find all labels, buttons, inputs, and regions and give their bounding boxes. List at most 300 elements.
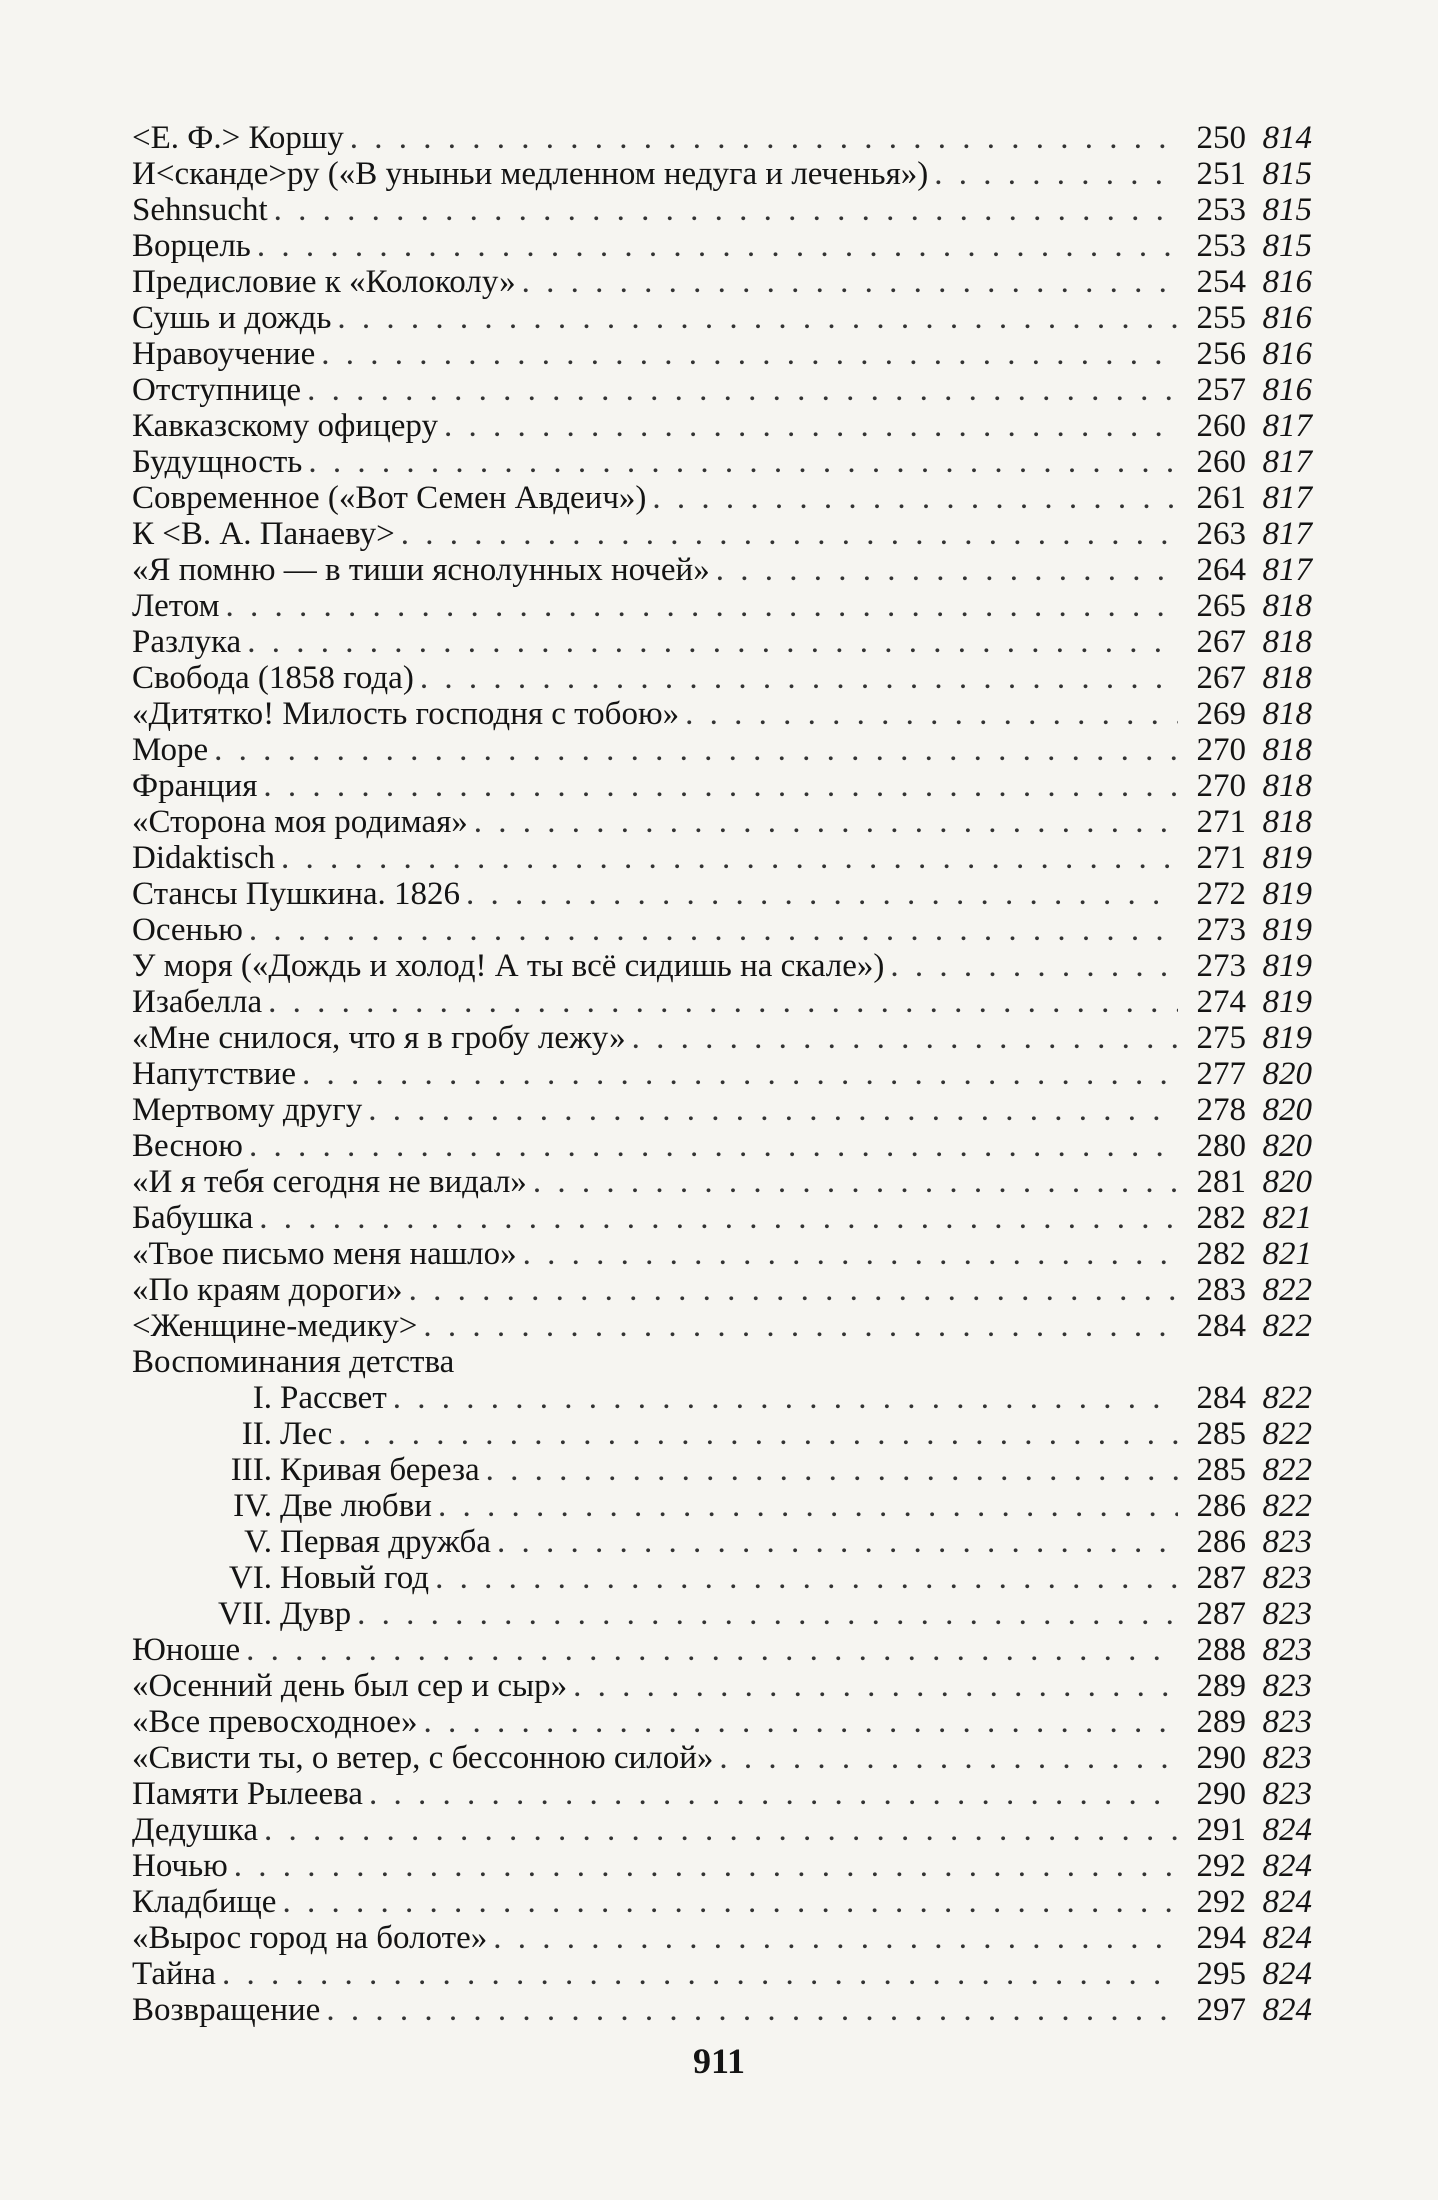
toc-entry: [132, 372, 1312, 408]
entry-title: [132, 588, 220, 624]
entry-note-page: 821: [1262, 1236, 1312, 1272]
entry-title-text: Юноше: [132, 1632, 241, 1668]
entry-note-page: 823: [1262, 1596, 1312, 1632]
toc-entry: [132, 804, 1312, 840]
dot-leader: [247, 624, 1178, 660]
dot-leader: [350, 120, 1178, 156]
dot-leader: [338, 1416, 1178, 1452]
dot-leader: [268, 984, 1178, 1020]
entry-title: [132, 660, 414, 696]
entry-note-page: 823: [1262, 1632, 1312, 1668]
entry-page: 270: [1196, 768, 1246, 804]
entry-page: 283: [1196, 1272, 1246, 1308]
toc-entry: [132, 768, 1312, 804]
entry-note-page: 820: [1262, 1056, 1312, 1092]
toc-entry: [132, 1308, 1312, 1344]
toc-entry: [132, 1884, 1312, 1920]
entry-title-text: Предисловие к «Колоколу»: [132, 264, 516, 300]
entry-title: [132, 120, 344, 156]
entry-page: 273: [1196, 948, 1246, 984]
entry-title-text: И<сканде>ру («В уныньи медленном недуга и леченья»): [132, 156, 929, 192]
entry-note-page: 818: [1262, 732, 1312, 768]
entry-page: 284: [1196, 1308, 1246, 1344]
entry-title: [132, 228, 251, 264]
dot-leader: [423, 1704, 1178, 1740]
entry-page: 255: [1196, 300, 1246, 336]
entry-title: [132, 1524, 491, 1560]
dot-leader: [308, 444, 1178, 480]
entry-page: 290: [1196, 1740, 1246, 1776]
entry-title: [132, 1056, 296, 1092]
entry-title-text: Море: [132, 732, 209, 768]
entry-note-page: 819: [1262, 1020, 1312, 1056]
toc-entry: [132, 1596, 1312, 1632]
entry-note-page: 824: [1262, 1848, 1312, 1884]
entry-note-page: 822: [1262, 1308, 1312, 1344]
entry-title-text: Напутствие: [132, 1056, 296, 1092]
dot-leader: [497, 1524, 1178, 1560]
entry-page: 253: [1196, 228, 1246, 264]
entry-note-page: 820: [1262, 1092, 1312, 1128]
entry-title: [132, 696, 679, 732]
entry-note-page: 822: [1262, 1416, 1312, 1452]
entry-title: [132, 1704, 417, 1740]
dot-leader: [652, 480, 1178, 516]
entry-title: [132, 516, 395, 552]
dot-leader: [423, 1308, 1178, 1344]
entry-page: 297: [1196, 1992, 1246, 2028]
entry-title: [132, 624, 241, 660]
entry-page: 284: [1196, 1380, 1246, 1416]
entry-page: 257: [1196, 372, 1246, 408]
toc-entry: [132, 588, 1312, 624]
dot-leader: [393, 1380, 1178, 1416]
entry-title-text: Новый год: [280, 1560, 430, 1596]
entry-note-page: 818: [1262, 588, 1312, 624]
dot-leader: [522, 264, 1178, 300]
entry-page: 280: [1196, 1128, 1246, 1164]
toc-entry: [132, 192, 1312, 228]
dot-leader: [890, 948, 1178, 984]
entry-section-number: IV.: [233, 1488, 272, 1524]
entry-title-text: Две любви: [280, 1488, 432, 1524]
toc-entry: [132, 480, 1312, 516]
entry-note-page: 816: [1262, 336, 1312, 372]
entry-title-text: «По краям дороги»: [132, 1272, 403, 1308]
entry-title: [132, 912, 243, 948]
entry-title-text: К <В. А. Панаеву>: [132, 516, 395, 552]
entry-page: 292: [1196, 1848, 1246, 1884]
entry-title-text: Стансы Пушкина. 1826: [132, 876, 461, 912]
toc-entry: [132, 1812, 1312, 1848]
entry-note-page: 817: [1262, 408, 1312, 444]
toc-entry: [132, 408, 1312, 444]
entry-page: 277: [1196, 1056, 1246, 1092]
entry-page: 270: [1196, 732, 1246, 768]
entry-note-page: 815: [1262, 192, 1312, 228]
entry-note-page: 814: [1262, 120, 1312, 156]
toc-entry: [132, 1200, 1312, 1236]
entry-title-text: Тайна: [132, 1956, 216, 1992]
entry-page: 253: [1196, 192, 1246, 228]
entry-title: [132, 1272, 403, 1308]
entry-title-text: Изабелла: [132, 984, 263, 1020]
entry-page: 264: [1196, 552, 1246, 588]
dot-leader: [523, 1236, 1178, 1272]
entry-title: [132, 1344, 454, 1380]
entry-title: [132, 1812, 258, 1848]
dot-leader: [302, 1056, 1178, 1092]
entry-page: 274: [1196, 984, 1246, 1020]
entry-page: 265: [1196, 588, 1246, 624]
dot-leader: [533, 1164, 1178, 1200]
toc-entry: [132, 1128, 1312, 1164]
entry-title: [132, 1956, 216, 1992]
entry-title-text: Возвращение: [132, 1992, 321, 2028]
entry-title: [132, 1560, 429, 1596]
entry-title-text: Кавказскому офицеру: [132, 408, 438, 444]
entry-page: 271: [1196, 804, 1246, 840]
entry-note-page: 820: [1262, 1128, 1312, 1164]
entry-title: [132, 1128, 243, 1164]
entry-title-text: Осенью: [132, 912, 243, 948]
toc-entry: [132, 1632, 1312, 1668]
dot-leader: [716, 552, 1178, 588]
toc-entry: [132, 1524, 1312, 1560]
entry-section-number: I.: [252, 1380, 272, 1416]
entry-title-text: Разлука: [132, 624, 242, 660]
entry-title-text: <Е. Ф.> Коршу: [132, 120, 344, 156]
dot-leader: [249, 912, 1178, 948]
dot-leader: [259, 1200, 1178, 1236]
toc-entry: [132, 876, 1312, 912]
entry-page: 287: [1196, 1596, 1246, 1632]
entry-section-number: III.: [230, 1452, 272, 1488]
entry-title-text: Свобода (1858 года): [132, 660, 414, 696]
dot-leader: [264, 1812, 1178, 1848]
entry-page: 294: [1196, 1920, 1246, 1956]
entry-note-page: 815: [1262, 228, 1312, 264]
entry-title: [132, 156, 928, 192]
entry-title-text: Сушь и дождь: [132, 300, 332, 336]
entry-title: [132, 1920, 487, 1956]
entry-title: [132, 444, 302, 480]
entry-page: 287: [1196, 1560, 1246, 1596]
toc-entry: [132, 1380, 1312, 1416]
toc-entry: [132, 732, 1312, 768]
entry-page: 285: [1196, 1452, 1246, 1488]
entry-page: 278: [1196, 1092, 1246, 1128]
entry-title: [132, 1884, 276, 1920]
entry-title-text: Рассвет: [280, 1380, 387, 1416]
entry-title-text: Sehnsucht: [132, 192, 268, 228]
dot-leader: [934, 156, 1178, 192]
entry-title-text: Лес: [280, 1416, 333, 1452]
entry-note-page: 817: [1262, 552, 1312, 588]
dot-leader: [493, 1920, 1178, 1956]
entry-title-text: Воспоминания детства: [132, 1344, 455, 1380]
toc-entry: [132, 1236, 1312, 1272]
entry-title: [132, 768, 257, 804]
toc-entry: [132, 1776, 1312, 1812]
dot-leader: [274, 192, 1178, 228]
entry-note-page: 817: [1262, 480, 1312, 516]
entry-title-text: Дедушка: [132, 1812, 259, 1848]
entry-note-page: 819: [1262, 876, 1312, 912]
entry-note-page: 824: [1262, 1812, 1312, 1848]
entry-page: 289: [1196, 1704, 1246, 1740]
entry-page: 281: [1196, 1164, 1246, 1200]
entry-title-text: «Осенний день был сер и сыр»: [132, 1668, 568, 1704]
entry-note-page: 819: [1262, 840, 1312, 876]
dot-leader: [326, 1992, 1178, 2028]
entry-title: [132, 1164, 527, 1200]
entry-title-text: Памяти Рылеева: [132, 1776, 363, 1812]
dot-leader: [401, 516, 1178, 552]
entry-title: [132, 876, 460, 912]
dot-leader: [234, 1848, 1178, 1884]
entry-page: 282: [1196, 1200, 1246, 1236]
entry-page: 288: [1196, 1632, 1246, 1668]
entry-note-page: 821: [1262, 1200, 1312, 1236]
entry-title: [132, 372, 301, 408]
toc-entry: [132, 624, 1312, 660]
dot-leader: [368, 1092, 1178, 1128]
entry-page: 290: [1196, 1776, 1246, 1812]
entry-title: [132, 192, 268, 228]
entry-page: 291: [1196, 1812, 1246, 1848]
entry-note-page: 823: [1262, 1560, 1312, 1596]
entry-section-number: VII.: [217, 1596, 272, 1632]
dot-leader: [438, 1488, 1178, 1524]
entry-note-page: 822: [1262, 1272, 1312, 1308]
entry-title: [132, 1740, 713, 1776]
entry-title-text: Современное («Вот Семен Авдеич»): [132, 480, 647, 516]
dot-leader: [337, 300, 1178, 336]
entry-title-text: Кладбище: [132, 1884, 277, 1920]
toc-entry: [132, 1056, 1312, 1092]
entry-page: 295: [1196, 1956, 1246, 1992]
toc-entry: [132, 516, 1312, 552]
entry-note-page: 818: [1262, 660, 1312, 696]
entry-section-number: V.: [244, 1524, 272, 1560]
dot-leader: [719, 1740, 1178, 1776]
entry-note-page: 824: [1262, 1992, 1312, 2028]
toc-entry: [132, 1344, 1312, 1380]
dot-leader: [573, 1668, 1178, 1704]
entry-note-page: 823: [1262, 1704, 1312, 1740]
entry-title-text: Бабушка: [132, 1200, 254, 1236]
entry-title: [132, 1776, 363, 1812]
entry-page: 267: [1196, 660, 1246, 696]
entry-title-text: <Женщине-медику>: [132, 1308, 418, 1344]
entry-title: [132, 1236, 517, 1272]
toc-entry: [132, 984, 1312, 1020]
entry-page: 271: [1196, 840, 1246, 876]
entry-title: [132, 732, 208, 768]
entry-page: 282: [1196, 1236, 1246, 1272]
entry-title: [132, 300, 331, 336]
entry-page: 275: [1196, 1020, 1246, 1056]
toc-entry: [132, 912, 1312, 948]
entry-section-number: VI.: [228, 1560, 272, 1596]
entry-title-text: Дувр: [280, 1596, 352, 1632]
entry-page: 272: [1196, 876, 1246, 912]
toc-entry: [132, 840, 1312, 876]
dot-leader: [307, 372, 1178, 408]
dot-leader: [474, 804, 1178, 840]
entry-title-text: Ворцель: [132, 228, 251, 264]
dot-leader: [226, 588, 1178, 624]
entry-title: [132, 1452, 480, 1488]
entry-title-text: Ночью: [132, 1848, 228, 1884]
entry-note-page: 824: [1262, 1920, 1312, 1956]
entry-title-text: «Свисти ты, о ветер, с бессонною силой»: [132, 1740, 714, 1776]
entry-title: [132, 1848, 228, 1884]
dot-leader: [466, 876, 1178, 912]
toc-entry: [132, 300, 1312, 336]
entry-page: 292: [1196, 1884, 1246, 1920]
entry-page: 261: [1196, 480, 1246, 516]
entry-title-text: Кривая береза: [280, 1452, 480, 1488]
dot-leader: [257, 228, 1178, 264]
entry-title: [132, 264, 516, 300]
entry-title: [132, 1416, 332, 1452]
toc-entry: [132, 336, 1312, 372]
entry-note-page: 823: [1262, 1776, 1312, 1812]
toc-entry: [132, 228, 1312, 264]
dot-leader: [214, 732, 1178, 768]
entry-title: [132, 552, 710, 588]
entry-title: [132, 804, 468, 840]
toc-entry: [132, 1992, 1312, 2028]
entry-page: 260: [1196, 444, 1246, 480]
entry-title-text: У моря («Дождь и холод! А ты всё сидишь на скале»): [132, 948, 885, 984]
entry-title: [132, 840, 275, 876]
toc-entry: [132, 1092, 1312, 1128]
entry-title: [132, 984, 262, 1020]
toc-entry: [132, 1956, 1312, 1992]
entry-title-text: Франция: [132, 768, 258, 804]
entry-page: 267: [1196, 624, 1246, 660]
toc-entry: [132, 1272, 1312, 1308]
dot-leader: [222, 1956, 1178, 1992]
entry-title: [132, 1200, 253, 1236]
dot-leader: [444, 408, 1178, 444]
entry-title-text: Отступнице: [132, 372, 302, 408]
toc-entry: [132, 1416, 1312, 1452]
entry-note-page: 823: [1262, 1740, 1312, 1776]
entry-page: 251: [1196, 156, 1246, 192]
entry-page: 263: [1196, 516, 1246, 552]
entry-note-page: 823: [1262, 1668, 1312, 1704]
entry-page: 289: [1196, 1668, 1246, 1704]
entry-title: [132, 1632, 240, 1668]
table-of-contents: [132, 120, 1312, 2028]
entry-title: [132, 480, 646, 516]
entry-note-page: 818: [1262, 624, 1312, 660]
dot-leader: [632, 1020, 1178, 1056]
entry-title: [132, 1992, 320, 2028]
entry-title: [132, 1308, 417, 1344]
dot-leader: [685, 696, 1178, 732]
entry-title: [132, 1488, 432, 1524]
dot-leader: [263, 768, 1178, 804]
dot-leader: [249, 1128, 1178, 1164]
toc-entry: [132, 1488, 1312, 1524]
dot-leader: [369, 1776, 1178, 1812]
toc-entry: [132, 948, 1312, 984]
entry-note-page: 822: [1262, 1452, 1312, 1488]
entry-note-page: 818: [1262, 696, 1312, 732]
entry-title-text: «Дитятко! Милость господня с тобою»: [132, 696, 680, 732]
entry-title-text: «Твое письмо меня нашло»: [132, 1236, 517, 1272]
entry-title: [132, 1380, 387, 1416]
entry-title-text: Первая дружба: [280, 1524, 491, 1560]
entry-note-page: 815: [1262, 156, 1312, 192]
entry-title-text: Весною: [132, 1128, 243, 1164]
entry-title-text: «Вырос город на болоте»: [132, 1920, 488, 1956]
entry-page: 256: [1196, 336, 1246, 372]
entry-note-page: 819: [1262, 912, 1312, 948]
entry-title-text: Будущность: [132, 444, 303, 480]
entry-page: 273: [1196, 912, 1246, 948]
toc-entry: [132, 264, 1312, 300]
entry-title-text: «И я тебя сегодня не видал»: [132, 1164, 527, 1200]
page-number: 911: [692, 2041, 745, 2081]
entry-page: 286: [1196, 1488, 1246, 1524]
entry-note-page: 823: [1262, 1524, 1312, 1560]
entry-note-page: 818: [1262, 768, 1312, 804]
entry-section-number: II.: [241, 1416, 272, 1452]
toc-entry: [132, 1164, 1312, 1200]
entry-title: [132, 1092, 362, 1128]
entry-title: [132, 336, 315, 372]
toc-entry: [132, 552, 1312, 588]
toc-entry: [132, 660, 1312, 696]
entry-page: 254: [1196, 264, 1246, 300]
entry-title-text: Летом: [132, 588, 220, 624]
toc-entry: [132, 120, 1312, 156]
toc-entry: [132, 156, 1312, 192]
toc-entry: [132, 696, 1312, 732]
entry-title: [132, 1020, 626, 1056]
entry-title: [132, 1596, 351, 1632]
entry-title: [132, 948, 884, 984]
entry-page: 286: [1196, 1524, 1246, 1560]
entry-title-text: Didaktisch: [132, 840, 275, 876]
toc-entry: [132, 1740, 1312, 1776]
dot-leader: [420, 660, 1178, 696]
entry-note-page: 817: [1262, 516, 1312, 552]
toc-entry: [132, 1560, 1312, 1596]
entry-title-text: Мертвому другу: [132, 1092, 363, 1128]
toc-entry: [132, 1704, 1312, 1740]
entry-title: [132, 408, 438, 444]
dot-leader: [246, 1632, 1178, 1668]
entry-title-text: «Все превосходное»: [132, 1704, 418, 1740]
toc-entry: [132, 1668, 1312, 1704]
toc-entry: [132, 1920, 1312, 1956]
entry-note-page: 822: [1262, 1380, 1312, 1416]
entry-page: 250: [1196, 120, 1246, 156]
entry-note-page: 824: [1262, 1956, 1312, 1992]
entry-title-text: Нравоучение: [132, 336, 316, 372]
entry-page: 260: [1196, 408, 1246, 444]
entry-title: [132, 1668, 567, 1704]
entry-title-text: «Мне снилося, что я в гробу лежу»: [132, 1020, 626, 1056]
entry-note-page: 824: [1262, 1884, 1312, 1920]
